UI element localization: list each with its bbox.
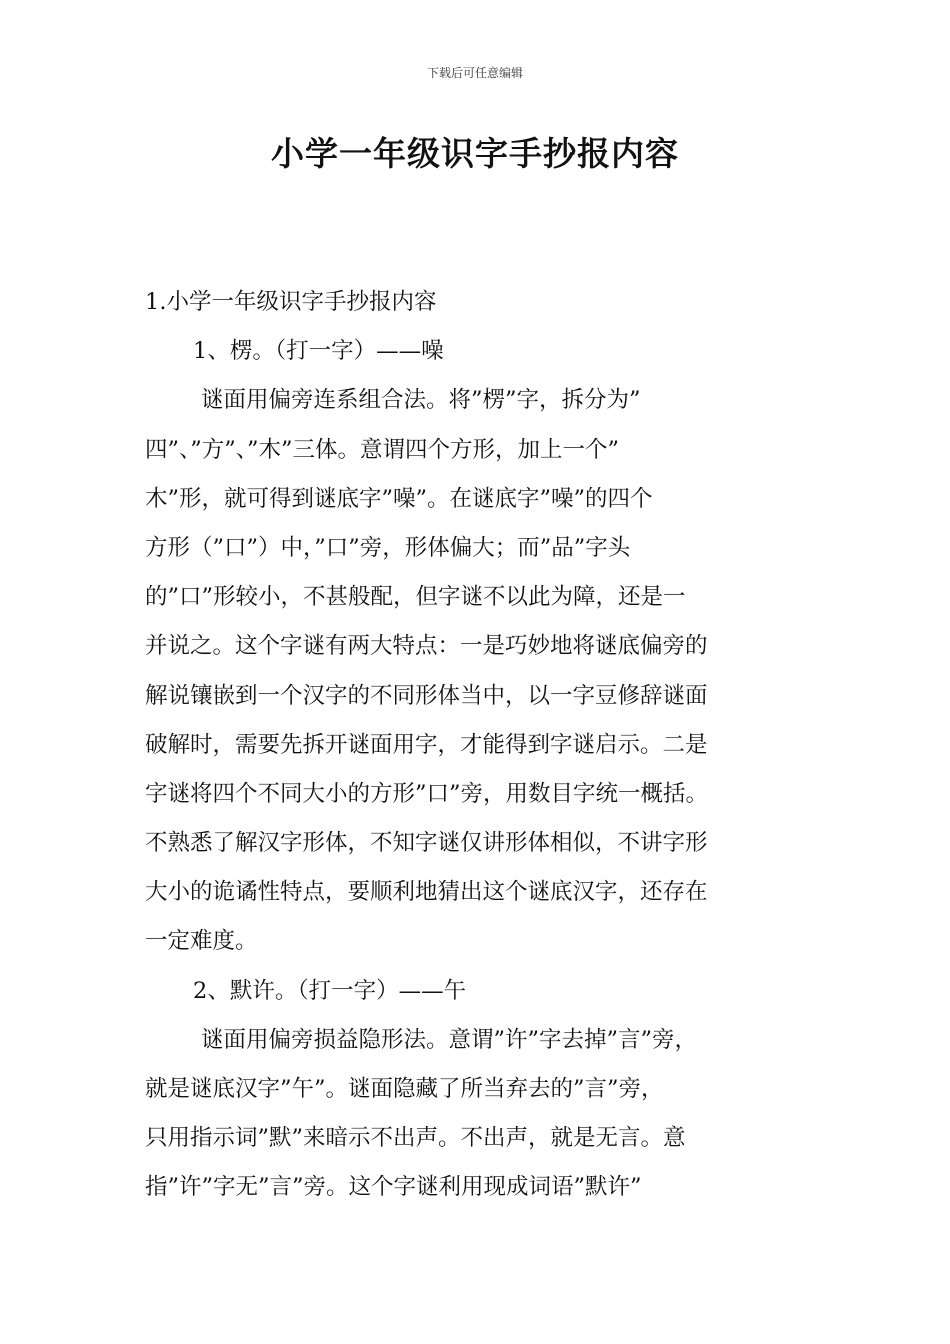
text-line: 破解时，需要先拆开谜面用字，才能得到字谜启示。二是 (145, 731, 708, 758)
text-line: 谜面用偏旁连系组合法。将”楞”字，拆分为” (201, 387, 641, 414)
text-line: 并说之。这个字谜有两大特点：一是巧妙地将谜底偏旁的 (145, 633, 708, 660)
header-note: 下载后可任意编辑 (426, 66, 523, 80)
text-line: 大小的诡谲性特点，要顺利地猜出这个谜底汉字，还存在 (145, 879, 708, 906)
text-line: 1.小学一年级识字手抄报内容 (145, 289, 437, 315)
text-line: 谜面用偏旁损益隐形法。意谓”许”字去掉”言”旁， (201, 1026, 698, 1053)
document-body (145, 278, 825, 1213)
text-line: 的”口”形较小，不甚般配，但字谜不以此为障，还是一 (145, 584, 686, 611)
text-line: 只用指示词”默”来暗示不出声。不出声，就是无言。意 (145, 1125, 686, 1152)
text-line: 解说镶嵌到一个汉字的不同形体当中，以一字豆修辞谜面 (145, 682, 708, 709)
text-line: 木”形，就可得到谜底字”噪”。在谜底字”噪”的四个 (145, 485, 653, 512)
text-line: 就是谜底汉字”午”。谜面隐藏了所当弃去的”言”旁， (145, 1076, 664, 1102)
page-title: 小学一年级识字手抄报内容 (271, 134, 679, 173)
text-line: 字谜将四个不同大小的方形”口”旁，用数目字统一概括。 (145, 780, 709, 807)
text-line: 四”、”方”、”木”三体。意谓四个方形，加上一个” (145, 436, 620, 463)
text-line: 方形（”口”）中，”口”旁，形体偏大；而”品”字头 (145, 534, 631, 561)
text-line: 指”许”字无”言”旁。这个字谜利用现成词语”默许” (145, 1174, 642, 1201)
text-line: 一定难度。 (145, 928, 258, 955)
text-line: 1、楞。（打一字）——噪 (193, 338, 444, 365)
text-line: 2、默许。（打一字）——午 (193, 977, 467, 1004)
text-line: 不熟悉了解汉字形体，不知字谜仅讲形体相似，不讲字形 (145, 830, 708, 857)
